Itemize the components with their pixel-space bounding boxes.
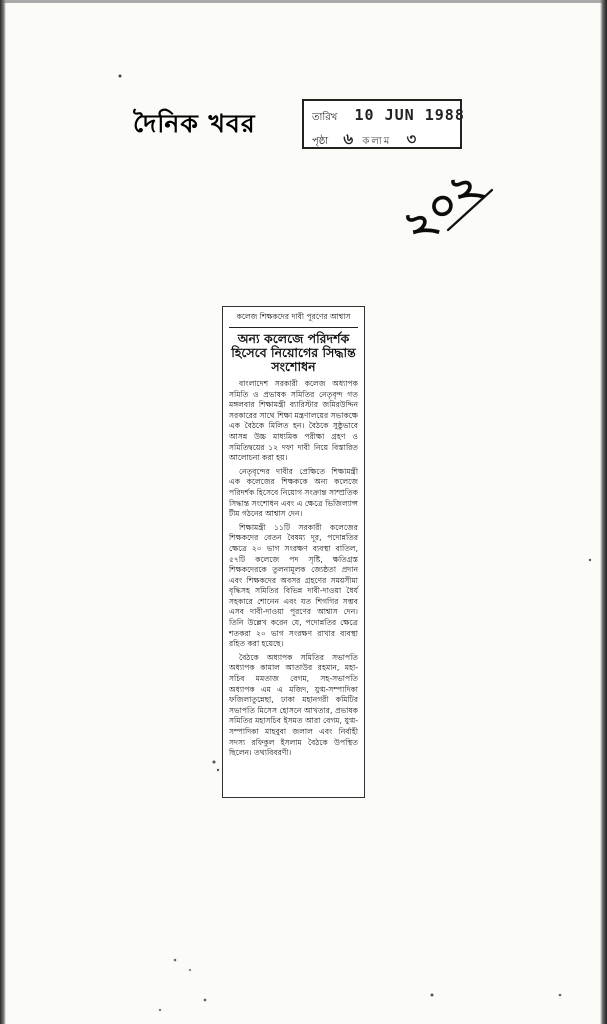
stamp-column-number: ৩ [406,130,417,148]
article-paragraph-2: নেতৃবৃন্দের দাবীর প্রেক্ষিতে শিক্ষামন্ত্রী এক কলেজের শিক্ষককে অন্য কলেজে পরিদর্শক হিসেবে নিয়োগ সংক্রান্ত সাম্প্রতিক সিদ্ধান্ত সংশোধন এবং এ ক্ষেত্রে ভিজিল্যান্স টীম গঠনের আশ্বাস দেন। [229,466,358,519]
article-paragraph-1: বাংলাদেশ সরকারী কলেজ অধ্যাপক সমিতি ও প্রভাষক সমিতির নেতৃবৃন্দ গত মঙ্গলবার শিক্ষামন্ত্রী ব্যারিস্টার জমিরউদ্দিন সরকারের সাথে শিক্ষা মন্ত্রণালয়ের সভাকক্ষে এক বৈঠকে মিলিত হন। বৈঠকে সুষ্ঠুভাবে আসন্ন উচ্চ মাধ্যমিক পরীক্ষা গ্রহণ ও সমিতিদ্বয়ের ১২ দফা দাবী নিয়ে বিস্তারিত আলোচনা করা হয়। [229,379,359,463]
handwritten-number: ২০২ [392,159,492,253]
stamp-column-label: কলাম [362,136,392,147]
stamp-page-label: পৃষ্ঠা [312,136,329,147]
stamp-date: 10 JUN 1988 [354,106,465,124]
article-kicker: কলেজ শিক্ষকদের দাবী পূরণের আশ্বাস [229,311,358,328]
article-paragraph-4: বৈঠকে অধ্যাপক সমিতির সভাপতি অধ্যাপক কামাল আতাউর রহমান, মহা-সচিব মমতাজ বেগম, সহ-সভাপতি অধ্যাপক এম এ মজিদ, যুগ্ম-সম্পাদিকা ফজিলাতুন্নেছা, ঢাকা মহানগরী কমিটির সভাপতি মিসেস হোসনে আখতার, প্রভাষক সমিতির মহাসচিব ইসমত আরা বেগম, যুগ্ম-সম্পাদিকা মাহবুবা জলাল এবং নির্বাহী সদস্য রফিকুল ইসলাম বৈঠকে উপস্থিত ছিলেন। তথ্যবিবরণী। [229,652,358,758]
stamp-page-number: ৬ [343,130,354,148]
newspaper-masthead: দৈনিক খবর [133,109,256,138]
article-headline: অন্য কলেজে পরিদর্শক হিসেবে নিয়োগের সিদ্ধান্ত সংশোধন [231,331,356,374]
stamp-date-label: তারিখ [312,112,338,123]
article-paragraph-3: শিক্ষামন্ত্রী ১১টি সরকারী কলেজের শিক্ষকদের বেতন বৈষম্য দূর, পদোন্নতির ক্ষেত্রে ২০ ভাগ সংরক্ষণ ব্যবস্থা বাতিল, ৫৭টি কলেজে পদ সৃষ্টি, ক্ষতিগ্রস্ত শিক্ষকদেরকে তুলনামূলক জ্যেষ্ঠতা প্রদান এবং শিক্ষকদের অবসর গ্রহণের সময়সীমা বৃদ্ধিসহ সমিতির বিভিন্ন দাবী-দাওয়া ধৈর্য সহকারে শোনেন এবং যত শিগগির সম্ভব এসব দাবী-দাওয়া পূরণের আশ্বাস দেন। তিনি উল্লেখ করেন যে, পদোন্নতির ক্ষেত্রে শতকরা ২০ ভাগ সংরক্ষণ রাখার ব্যবস্থা রহিত করা হয়েছে। [229,522,358,649]
